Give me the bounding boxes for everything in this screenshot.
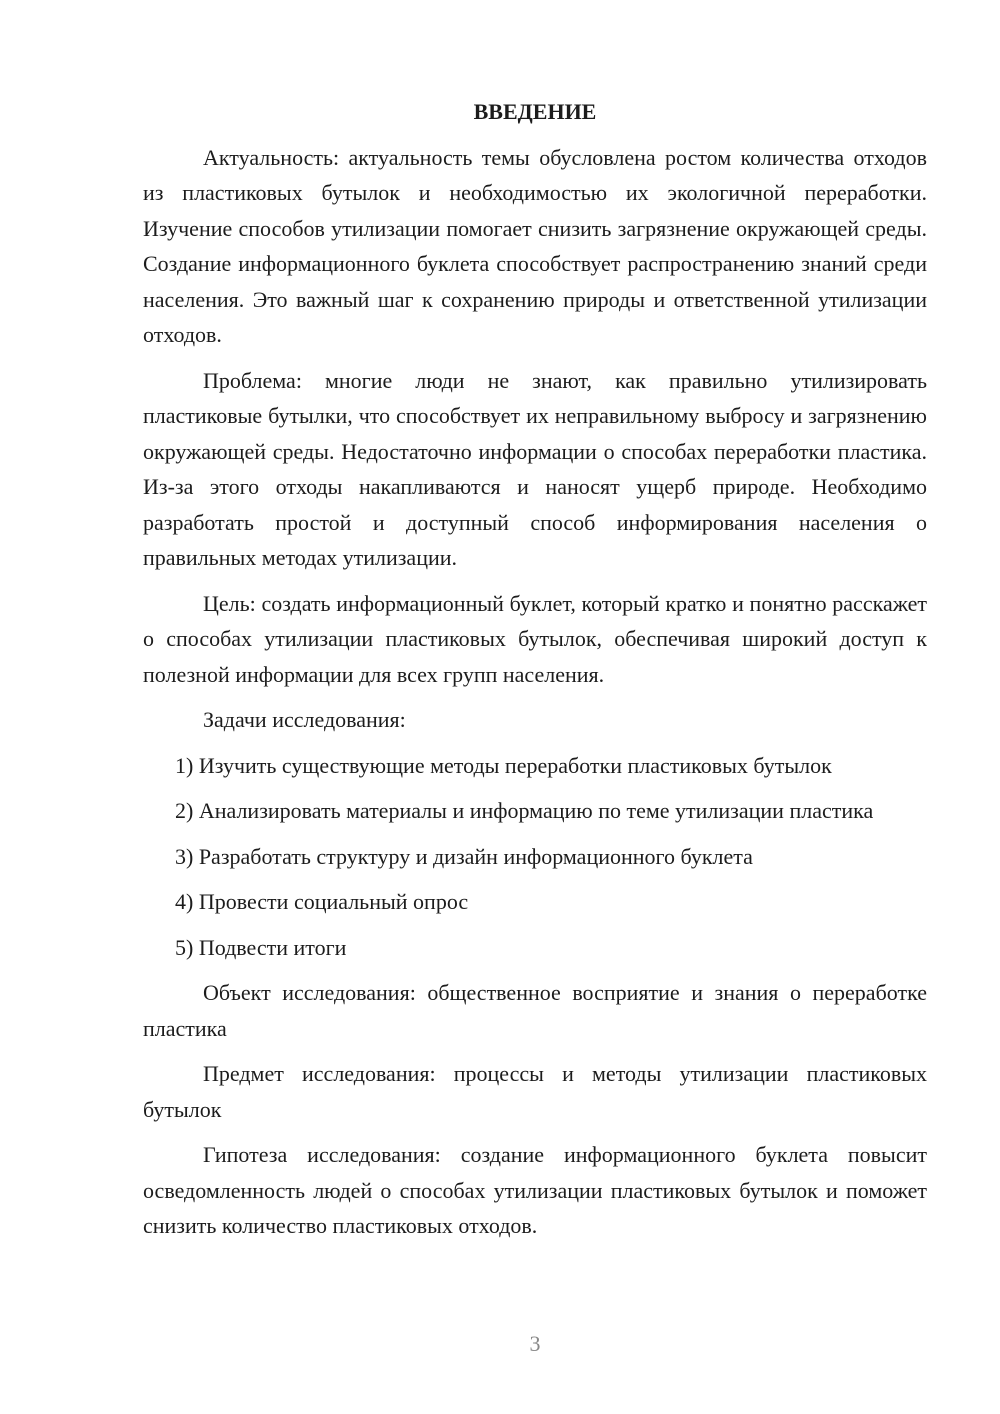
list-item: 3) Разработать структуру и дизайн информационного буклета	[175, 843, 753, 869]
page-number: 3	[529, 1331, 541, 1356]
list-item: 1) Изучить существующие методы переработки пластиковых бутылок	[175, 752, 832, 778]
object-paragraph: Объект исследования: общественное восприятие и знания о переработке пластика	[143, 980, 927, 1041]
list-item: 4) Провести социальный опрос	[175, 889, 469, 914]
list-item: 2) Анализировать материалы и информацию по теме утилизации пластика	[175, 798, 874, 823]
tasks-list	[143, 748, 927, 966]
list-item: 5) Подвести итоги	[175, 934, 347, 960]
relevance-paragraph: Актуальность: актуальность темы обусловлена ростом количества отходов из пластиковых бутылок и необходимостью их экологичной переработки. Изучение способов утилизации помогает снизить загрязнение окружающей среды. Создание информационного буклета способствует распространению знаний среди населения. Это важный шаг к сохранению природы и ответственной утилизации отходов.	[143, 144, 927, 347]
document-body	[143, 94, 927, 1254]
subject-paragraph: Предмет исследования: процессы и методы утилизации пластиковых бутылок	[143, 1061, 927, 1122]
problem-paragraph: Проблема: многие люди не знают, как правильно утилизировать пластиковые бутылки, что способствует их неправильному выбросу и загрязнению окружающей среды. Недостаточно информации о способах переработки пластика. Из-за этого отходы накапливаются и наносят ущерб природе. Необходимо разработать простой и доступный способ информирования населения о правильных методах утилизации.	[143, 367, 927, 570]
page-title: ВВЕДЕНИЕ	[473, 99, 597, 124]
hypothesis-paragraph: Гипотеза исследования: создание информационного буклета повысит осведомленность людей о способах утилизации пластиковых бутылок и поможет снизить количество пластиковых отходов.	[143, 1142, 927, 1238]
tasks-heading: Задачи исследования:	[203, 707, 406, 732]
goal-paragraph: Цель: создать информационный буклет, который кратко и понятно расскажет о способах утилизации пластиковых бутылок, обеспечивая широкий доступ к полезной информации для всех групп населения.	[143, 590, 927, 687]
